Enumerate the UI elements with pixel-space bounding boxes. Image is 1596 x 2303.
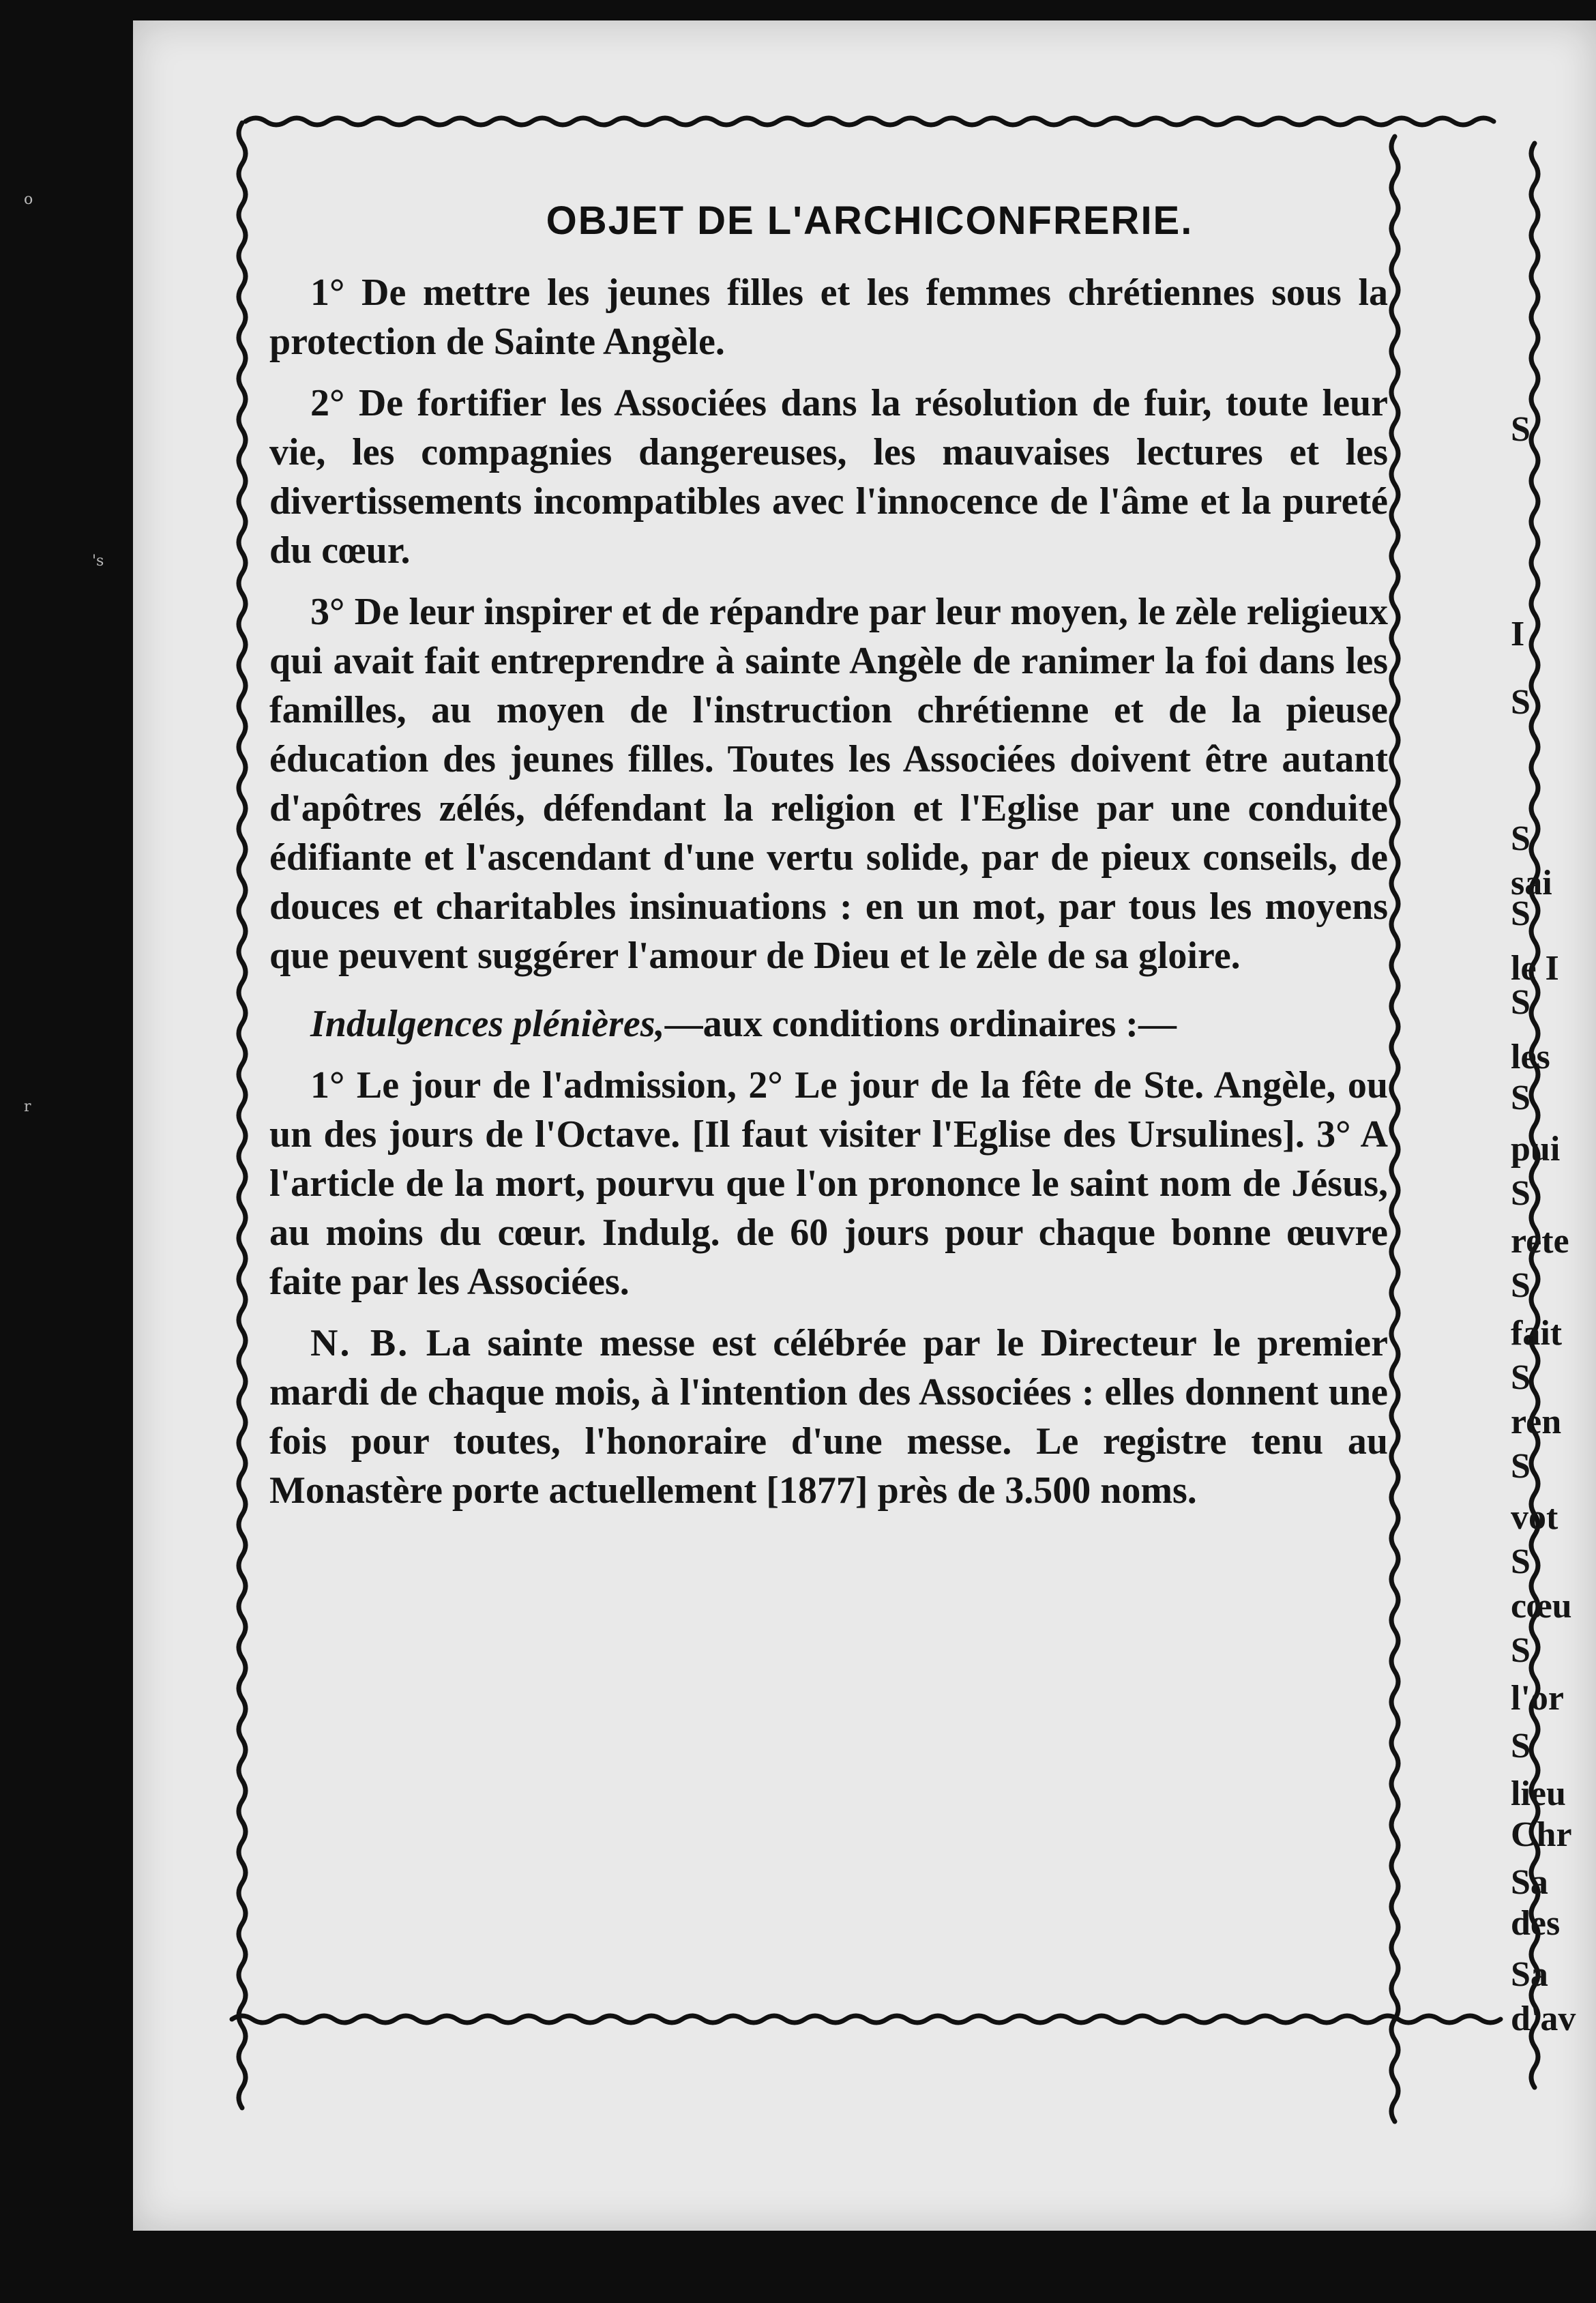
nb-lead: N. B.	[310, 1322, 410, 1364]
fragment-line: l'or	[1511, 1679, 1564, 1718]
border-left	[239, 123, 246, 2108]
paragraph-text: De mettre les jeunes filles et les femmes chrétiennes sous la protection de Sainte Angèle.	[269, 272, 1388, 363]
fragment-line: S	[1511, 819, 1531, 858]
fragment-line: S	[1511, 1542, 1531, 1581]
paragraph-number: 1°	[310, 272, 345, 314]
fragment-line: S	[1511, 410, 1531, 449]
fragment-line: Sa	[1511, 1955, 1548, 1994]
nota-bene	[269, 1319, 1388, 1515]
fragment-line: S	[1511, 1631, 1531, 1670]
paragraph-number: 2°	[310, 382, 345, 424]
fragment-line: ren	[1511, 1403, 1562, 1441]
fragment-line: pui	[1511, 1130, 1561, 1169]
fragment-line: I	[1511, 615, 1525, 654]
fragment-line: sai	[1511, 864, 1552, 903]
paragraph-1	[269, 268, 1388, 366]
paragraph-text: De fortifier les Associées dans la résolution de fuir, toute leur vie, les compagnies dangereuses, les mauvaises lectures et les divertissements incompatibles avec l'innocence de l'âme et la pureté du cœur.	[269, 382, 1388, 572]
fragment-line: S	[1511, 1447, 1531, 1486]
fragment-line: les	[1511, 1038, 1550, 1076]
fragment-line: S	[1511, 1727, 1531, 1765]
border-right	[1391, 136, 1398, 2122]
fragment-line: S	[1511, 1266, 1531, 1305]
fragment-line: d'av	[1511, 1999, 1576, 2038]
paragraph-2	[269, 379, 1388, 575]
fragment-line: S	[1511, 683, 1531, 722]
paragraph-3	[269, 587, 1388, 980]
fragment-line: S	[1511, 894, 1531, 933]
page-title: OBJET DE L'ARCHICONFRERIE.	[546, 199, 1194, 243]
fragment-line: S	[1511, 1358, 1531, 1397]
border-top	[246, 118, 1494, 125]
text-panel	[269, 198, 1388, 1883]
indulgences-conditions: —aux conditions ordinaires :—	[664, 1003, 1177, 1045]
fragment-line: Sa	[1511, 1863, 1548, 1902]
fragment-line: Chr	[1511, 1815, 1572, 1854]
fragment-line: le I	[1511, 949, 1559, 988]
fragment-line: des	[1511, 1904, 1561, 1943]
scanned-page: o 's r	[133, 20, 1596, 2231]
border-bottom	[232, 2016, 1501, 2023]
fragment-line: S	[1511, 1079, 1531, 1117]
adjacent-page-fragment	[1497, 0, 1596, 2303]
fragment-line: S	[1511, 983, 1531, 1022]
nb-text: La sainte messe est célébrée par le Directeur le premier mardi de chaque mois, à l'intention des Associées : elles donnent une fois pour toutes, l'honoraire d'une messe. Le registre tenu au Monastère porte actuellement [1877] près de 3.500 noms.	[269, 1322, 1388, 1512]
fragment-line: vot	[1511, 1498, 1558, 1537]
fragment-line: lieu	[1511, 1774, 1566, 1813]
fragment-line: fait	[1511, 1314, 1563, 1353]
fragment-line: cœu	[1511, 1587, 1572, 1626]
indulgences-list: 1° Le jour de l'admission, 2° Le jour de la fête de Ste. Angèle, ou un des jours de l'Octave. [Il faut visiter l'Eglise des Ursulines]. 3° A l'article de la mort, pourvu que l'on prononce le saint nom de Jésus, au moins du cœur. Indulg. de 60 jours pour chaque bonne œuvre faite par les Associées.	[269, 1064, 1388, 1303]
indulgences-heading	[269, 999, 1388, 1048]
paragraph-number: 3°	[310, 591, 345, 633]
fragment-line: rete	[1511, 1222, 1569, 1261]
fragment-line: S	[1511, 1174, 1531, 1213]
paragraph-text: De leur inspirer et de répandre par leur moyen, le zèle religieux qui avait fait entreprendre à sainte Angèle de ranimer la foi dans les familles, au moyen de l'instruction chrétienne et de la pieuse éducation des jeunes filles. Toutes les Associées doivent être autant d'apôtres zélés, défendant la religion et l'Eglise par une conduite édifiante et l'ascendant d'une vertu solide, par de pieux conseils, de douces et charitables insinuations : en un mot, par tous les moyens que peuvent suggérer l'amour de Dieu et le zèle de sa gloire.	[269, 591, 1388, 977]
indulgences-title: Indulgences plénières,	[310, 1003, 665, 1045]
